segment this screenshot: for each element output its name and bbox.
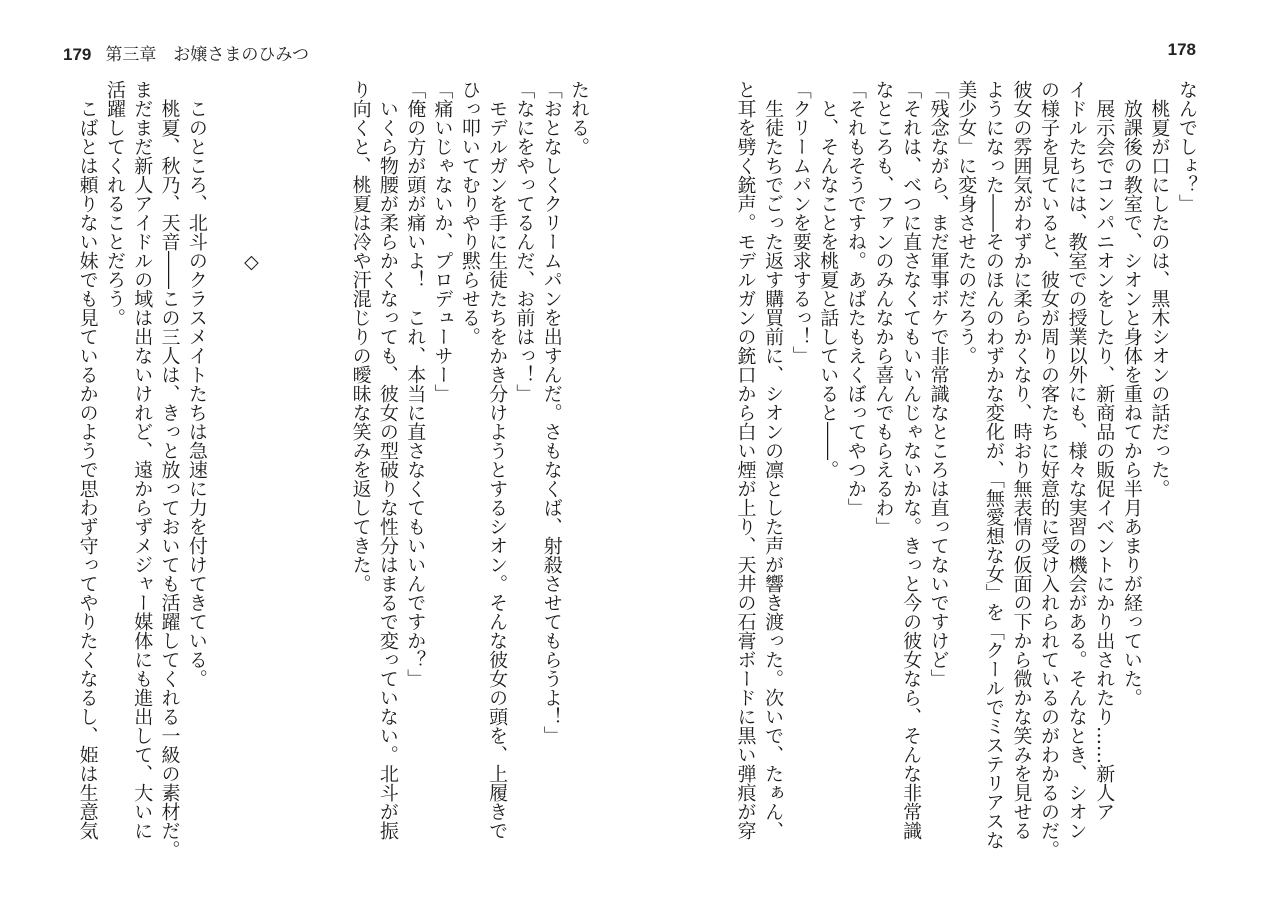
text-column: り向くと、桃夏は冷や汗混じりの曖昧な笑みを返してきた。: [349, 80, 372, 593]
page-number-right: 178: [1167, 40, 1196, 59]
section-break-diamond: ◇: [240, 80, 263, 273]
text-column: 彼女の雰囲気がわずかに柔らかくなり、時おり無表情の仮面の下から微かな笑みを見せる: [1010, 80, 1033, 840]
chapter-label: 第三章: [105, 45, 157, 64]
text-column: [292, 80, 319, 880]
text-column: まだまだ新人アイドルの域は出ないけれど、遠からずメジャー媒体にも進出して、大いに: [131, 80, 154, 840]
text-column: と耳を劈く銃声。モデルガンの銃口から白い煙が上り、天井の石膏ボードに黒い弾痕が穿: [734, 80, 757, 840]
text-column: [319, 80, 346, 880]
text-column: の様子を見ていると、彼女が周りの客たちに好意的に受け入れられているのがわかるのだ。: [1038, 80, 1061, 859]
right-page-text: [730, 80, 1200, 880]
text-column: [264, 80, 291, 880]
text-column: 「おとなしくクリームパンを出すんだ。さもなくば、射殺させてもらうよ！」: [540, 80, 563, 745]
text-column: 「痛いじゃないか、プロデューサー」: [431, 80, 454, 403]
text-column: 「それは、べつに直さなくてもいいんじゃないかな。きっと今の彼女なら、そんな非常識: [900, 80, 923, 840]
text-column: 桃夏、秋乃、天音――この三人は、きっと放っておいても活躍してくれる一級の素材だ。: [158, 80, 181, 859]
text-column: 生徒たちでごった返す購買前に、シオンの凛とした声が響き渡った。次いで、たぁん、: [762, 80, 785, 840]
text-column: 「それもそうですね。あばたもえくぼってやつか」: [844, 80, 867, 517]
text-column: なんでしょ？」: [1176, 80, 1198, 213]
text-column: 放課後の教室で、シオンと身体を重ねてから半月あまりが経っていた。: [1120, 80, 1143, 707]
text-column: 美少女」に変身させたのだろう。: [955, 80, 978, 365]
text-column: こばとは頼りない妹でも見ているかのようで思わず守ってやりたくなるし、姫は生意気: [76, 80, 99, 840]
text-column: 「なにをやってるんだ、お前はっ！」: [513, 80, 536, 403]
text-column: なところも、ファンのみんなから喜んでもらえるわ」: [872, 80, 895, 536]
text-column: 「クリームパンを要求するっ！」: [789, 80, 812, 365]
text-column: [210, 80, 237, 880]
text-column: 活躍してくれることだろう。: [103, 80, 126, 327]
chapter-title: お嬢さまのひみつ: [173, 45, 310, 64]
text-column: 「残念ながら、まだ軍事ボケで非常識なところは直ってないですけど」: [927, 80, 950, 688]
text-column: ひっ叩いてむりやり黙らせる。: [458, 80, 481, 346]
page-number-left: 179: [63, 45, 92, 64]
text-column: ようになった――そのほんのわずかな変化が、「無愛想な女」を「クールでミステリアスな: [982, 80, 1005, 850]
text-column: たれる。: [568, 80, 590, 156]
text-column: 展示会でコンパニオンをしたり、新商品の販促イベントにかり出されたり……新人ア: [1093, 80, 1116, 821]
text-column: このところ、北斗のクラスメイトたちは急速に力を付けてきている。: [185, 80, 208, 688]
text-column: と、そんなことを桃夏と話していると――。: [817, 80, 840, 479]
text-column: 桃夏が口にしたのは、黒木シオンの話だった。: [1148, 80, 1171, 498]
left-page-text: [73, 80, 592, 880]
text-column: 「俺の方が頭が痛いよ！ これ、本当に直さなくてもいいんですか？」: [404, 80, 427, 688]
running-header: [63, 40, 309, 65]
text-column: いくら物腰が柔らかくなっても、彼女の型破りな性分はまるで変っていない。北斗が振: [376, 80, 399, 840]
text-column: モデルガンを手に生徒たちをかき分けようとするシオン。そんな彼女の頭を、上履きで: [486, 80, 509, 840]
text-column: イドルたちには、教室での授業以外にも、様々な実習の機会がある。そんなとき、シオン: [1065, 80, 1088, 840]
